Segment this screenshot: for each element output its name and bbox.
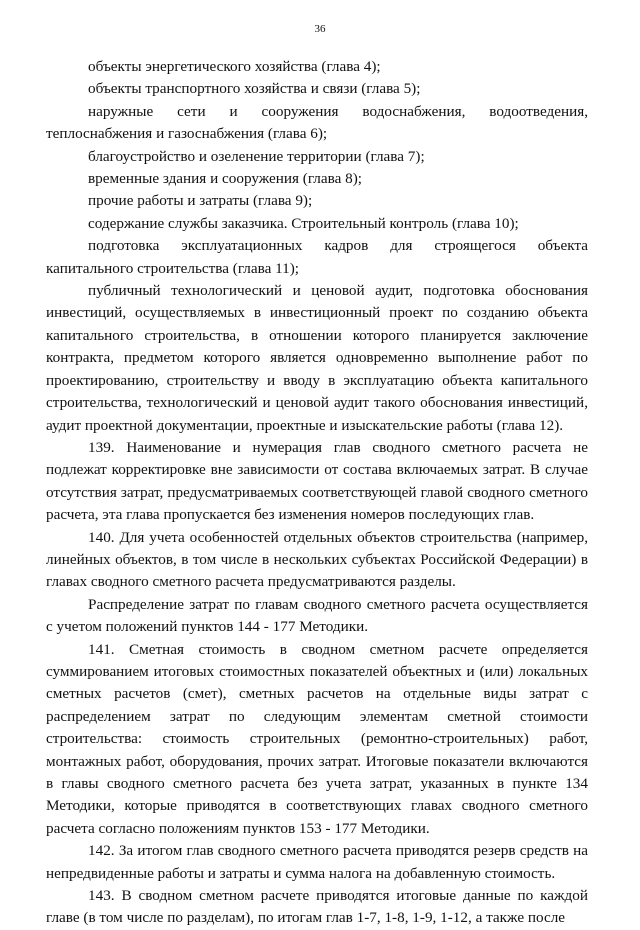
page-number: 36 (314, 23, 326, 35)
paragraph-140: 140. Для учета особенностей отдельных объектов строительства (например, линейных объектов, в том числе в нескольких субъектах Российской Федерации) в главах сводного сметного расчета предусматриваются разделы. (46, 528, 588, 591)
paragraph-141: 141. Сметная стоимость в сводном сметном расчете определяется суммированием итоговых стоимостных показателей объектных и (или) локальных сметных расчетов (смет), сметных расчетов на отдельные виды затрат с распределением затрат по следующим элементам сметной стоимости строительства: стоимость строительных (ремонтно-строительных) работ, монтажных работ, оборудования, прочих затрат. Итоговые показатели включаются в главы сводного сметного расчета без учета затрат, указанных в пункте 134 Методики, которые приводятся в соответствующих главах сводного сметного расчета согласно положениям пунктов 153 - 177 Методики. (46, 640, 588, 837)
paragraph-142: 142. За итогом глав сводного сметного расчета приводятся резерв средств на непредвиденные работы и затраты и сумма налога на добавленную стоимость. (46, 842, 588, 882)
paragraph: временные здания и сооружения (глава 8); (88, 170, 363, 188)
paragraph: объекты энергетического хозяйства (глава 4); (88, 58, 381, 75)
paragraph: подготовка эксплуатационных кадров для строящегося объекта капитального строительства (глава 11); (46, 237, 588, 277)
paragraph: публичный технологический и ценовой аудит, подготовка обоснования инвестиций, осуществляемых в инвестиционный проект по созданию объекта капитального строительства, в отношении которого планируется заключение контракта, предметом которого является одновременно выполнение работ по проектированию, строительству и вводу в эксплуатацию объекта капитального строительства, технологический и ценовой аудит такого обоснования инвестиций, аудит проектной документации, проектные и изыскательские работы (глава 12). (46, 282, 588, 434)
document-body (46, 56, 588, 930)
paragraph: Распределение затрат по главам сводного сметного расчета осуществляется с учетом положений пунктов 144 - 177 Методики. (46, 595, 588, 636)
paragraph-139: 139. Наименование и нумерация глав сводного сметного расчета не подлежат корректировке вне зависимости от состава включаемых затрат. В случае отсутствия затрат, предусматриваемых соответствующей главой сводного сметного расчета, эта глава пропускается без изменения номеров последующих глав. (46, 438, 588, 524)
paragraph: наружные сети и сооружения водоснабжения, водоотведения, теплоснабжения и газоснабжения (глава 6); (46, 102, 588, 143)
paragraph: содержание службы заказчика. Строительный контроль (глава 10); (88, 214, 519, 232)
paragraph: прочие работы и затраты (глава 9); (88, 192, 313, 210)
paragraph: объекты транспортного хозяйства и связи (глава 5); (88, 80, 421, 98)
paragraph-143: 143. В сводном сметном расчете приводятся итоговые данные по каждой главе (в том числе по разделам), по итогам глав 1-7, 1-8, 1-9, 1-12, а также после (46, 887, 588, 927)
paragraph: благоустройство и озеленение территории (глава 7); (88, 147, 425, 165)
